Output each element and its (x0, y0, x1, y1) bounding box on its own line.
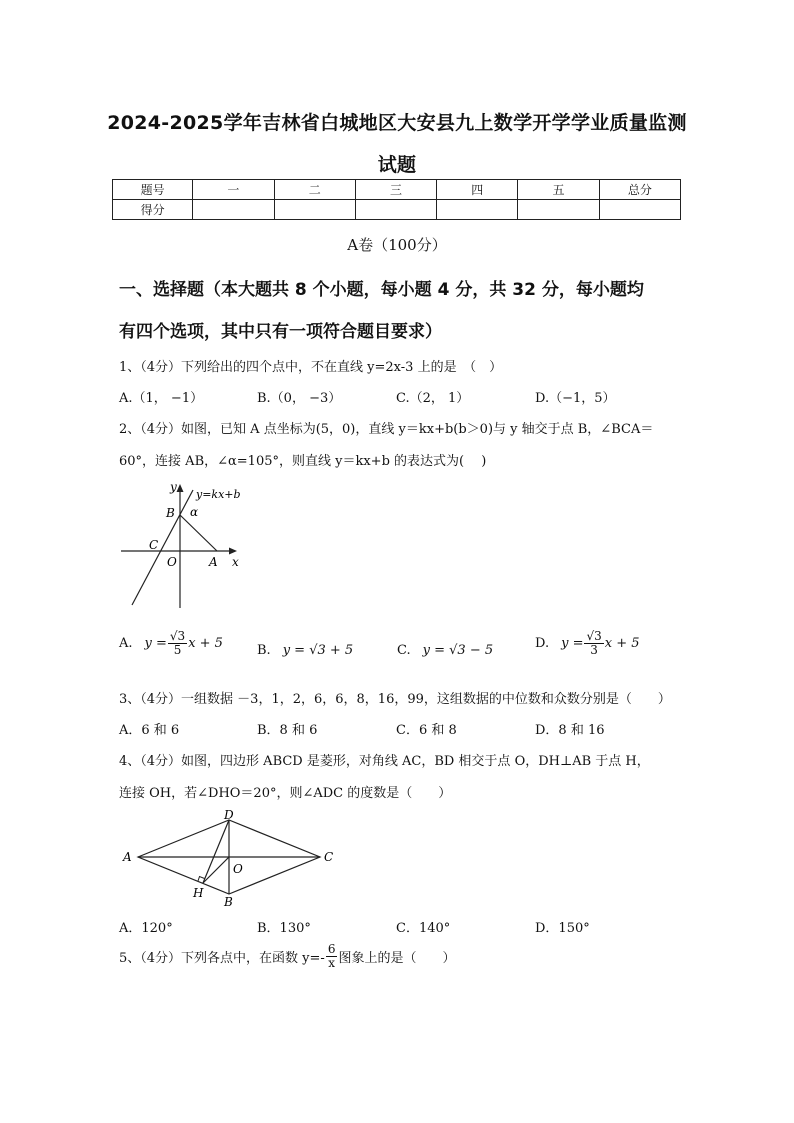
q2-option-b-prefix: B. (257, 643, 271, 658)
score-header-cell: 四 (437, 180, 518, 200)
q5-fraction-den: x (328, 956, 336, 970)
q5-stem (119, 943, 455, 970)
q5-stem-suffix: 图象上的是（ ） (338, 951, 456, 966)
q2-option-d-lhs: y = (561, 636, 584, 651)
x-axis-arrow-icon (229, 548, 237, 555)
score-header-cell: 题号 (113, 180, 193, 200)
volume-heading: A卷（100分） (347, 236, 447, 254)
score-header-cell: 二 (274, 180, 355, 200)
origin-label: O (167, 555, 177, 569)
paper-title-line2: 试题 (377, 154, 417, 176)
q4-option-b[interactable]: B．130° (257, 921, 311, 936)
point-d-label: D (224, 808, 234, 822)
q1-option-b[interactable]: B.（0， −3） (257, 391, 342, 406)
score-cell[interactable] (599, 200, 680, 220)
point-c-label: C (149, 538, 159, 552)
q2-option-a-fraction (168, 630, 187, 657)
q2-option-d-prefix: D. (535, 636, 550, 651)
q3-option-d[interactable]: D．8 和 16 (535, 723, 605, 738)
paper-title-line1: 2024-2025学年吉林省白城地区大安县九上数学开学学业质量监测 (107, 112, 687, 134)
score-cell[interactable] (193, 200, 274, 220)
point-b-label: B (224, 895, 233, 908)
point-a-label: A (209, 555, 218, 569)
q2-option-a[interactable] (119, 630, 223, 657)
q2-option-d-num: √3 (586, 629, 602, 643)
score-header-cell: 五 (518, 180, 599, 200)
point-o-label: O (233, 862, 243, 876)
q2-option-c-prefix: C. (397, 643, 411, 658)
score-cell[interactable] (355, 200, 436, 220)
q2-option-a-lhs: y = (144, 636, 167, 651)
score-table-score-row (113, 200, 681, 220)
q2-option-c-expr: y = √3 − 5 (422, 643, 494, 658)
point-b-label: B (166, 506, 175, 520)
section-heading-line1: 一、选择题（本大题共 8 个小题，每小题 4 分，共 32 分，每小题均 (119, 280, 644, 300)
score-header-cell: 三 (355, 180, 436, 200)
q4-stem-line1: 4、（4分）如图，四边形 ABCD 是菱形，对角线 AC，BD 相交于点 O，DH⊥AB 于点 H， (119, 754, 650, 769)
score-header-cell: 总分 (599, 180, 680, 200)
q2-option-b[interactable] (257, 643, 353, 658)
q1-option-a[interactable]: A.（1， −1） (119, 391, 204, 406)
q4-option-d[interactable]: D．150° (535, 921, 590, 936)
q4-stem-line2: 连接 OH，若∠DHO＝20°，则∠ADC 的度数是（ ） (119, 786, 452, 801)
q2-option-d[interactable] (535, 630, 640, 657)
q5-stem-prefix: 5、（4分）下列各点中，在函数 y=- (119, 951, 325, 966)
q2-option-a-tail: x + 5 (188, 636, 223, 651)
score-cell[interactable] (518, 200, 599, 220)
section-heading-line2: 有四个选项，其中只有一项符合题目要求） (119, 322, 442, 342)
y-axis-arrow-icon (177, 484, 184, 492)
segment-ab (180, 515, 217, 551)
q4-option-c[interactable]: C．140° (396, 921, 451, 936)
q2-option-a-den: 5 (173, 643, 182, 657)
segment-oh (203, 857, 229, 883)
point-a-label: A (123, 850, 132, 864)
q2-option-a-prefix: A. (119, 636, 133, 651)
point-h-label: H (193, 886, 204, 900)
score-cell[interactable] (437, 200, 518, 220)
q2-option-d-den: 3 (590, 643, 598, 657)
score-cell[interactable] (274, 200, 355, 220)
score-table (112, 179, 681, 220)
q2-option-a-num: √3 (169, 629, 186, 643)
line-ykxb (132, 490, 193, 605)
q5-fraction (326, 943, 338, 970)
q3-option-c[interactable]: C．6 和 8 (396, 723, 457, 738)
q1-option-d[interactable]: D.（−1，5） (535, 391, 616, 406)
q3-option-b[interactable]: B．8 和 6 (257, 723, 318, 738)
q3-stem: 3、（4分）一组数据 －3，1，2，6，6，8，16，99，这组数据的中位数和众数分别是（ ） (119, 692, 671, 707)
q2-stem-line2: 60°，连接 AB，∠α=105°，则直线 y＝kx+b 的表达式为( ) (119, 454, 487, 469)
q3-option-a[interactable]: A．6 和 6 (119, 723, 180, 738)
q2-figure-graph (115, 478, 250, 610)
q2-option-c[interactable] (397, 643, 493, 658)
point-c-label: C (324, 850, 334, 864)
score-row-label: 得分 (113, 200, 193, 220)
score-header-cell: 一 (193, 180, 274, 200)
alpha-label: α (190, 505, 199, 519)
y-axis-label: y (170, 480, 177, 494)
x-axis-label: x (232, 555, 239, 569)
score-table-header-row (113, 180, 681, 200)
q2-stem-line1: 2、（4分）如图，已知 A 点坐标为(5，0)，直线 y＝kx+b(b＞0)与 y 轴交于点 B，∠BCA＝ (119, 422, 654, 437)
q4-option-a[interactable]: A．120° (119, 921, 173, 936)
q1-stem: 1、（4分）下列给出的四个点中，不在直线 y=2x-3 上的是 （ ） (119, 360, 503, 375)
q2-option-b-expr: y = √3 + 5 (282, 643, 354, 658)
q2-option-d-fraction (584, 630, 603, 657)
q2-option-d-tail: x + 5 (604, 636, 640, 651)
q1-option-c[interactable]: C.（2， 1） (396, 391, 470, 406)
q4-figure-rhombus (118, 806, 343, 908)
q5-fraction-num: 6 (327, 942, 336, 956)
line-equation-label: y=kx+b (196, 488, 241, 501)
